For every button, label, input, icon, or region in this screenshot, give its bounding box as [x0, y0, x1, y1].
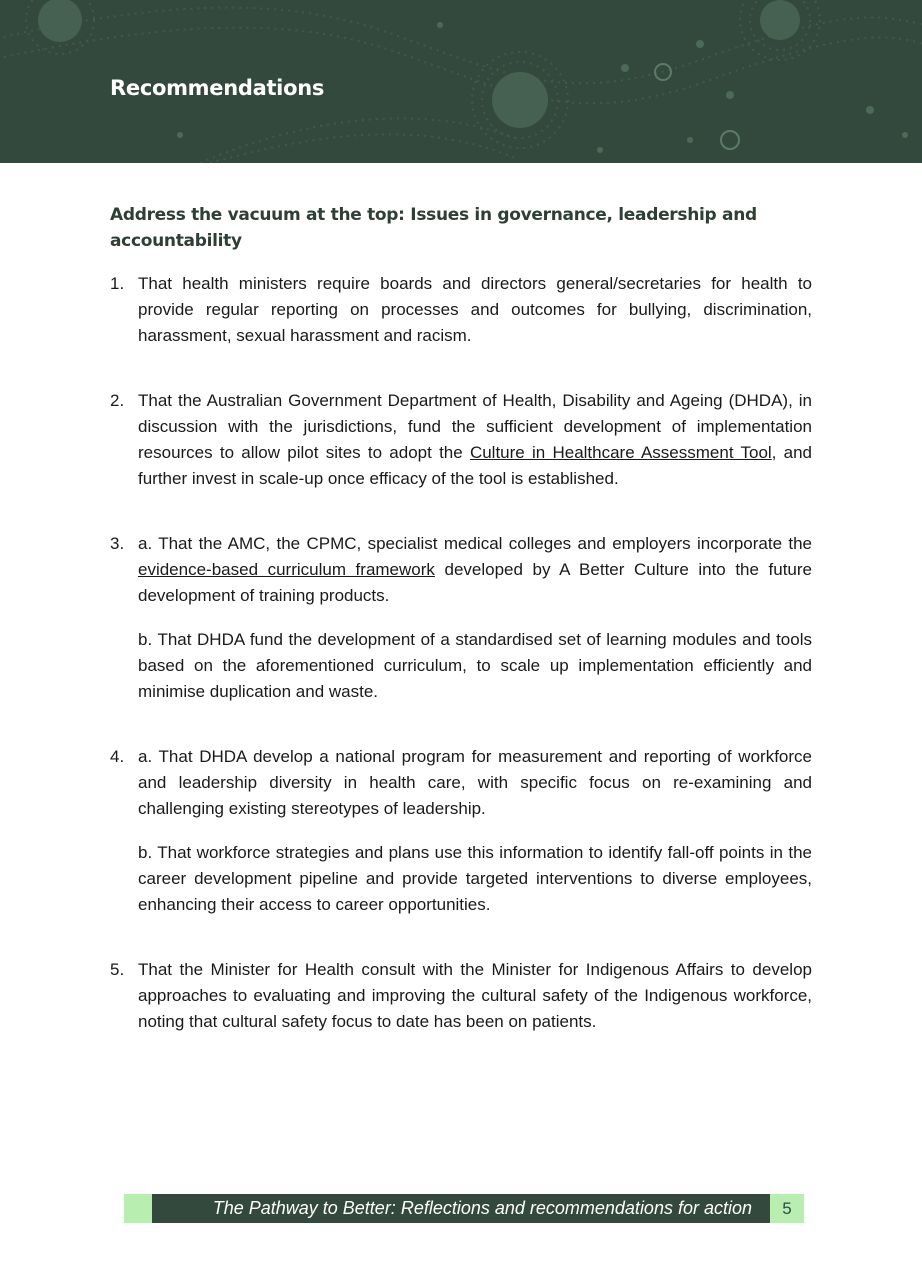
page-title: Recommendations — [110, 76, 325, 100]
header-banner — [0, 0, 922, 163]
footer-accent — [124, 1194, 152, 1223]
recommendation-number: 5. — [110, 960, 125, 979]
recommendation-body — [138, 388, 812, 492]
recommendation-2 — [110, 388, 812, 492]
text-segment: , and further invest in scale-up once efficacy of the tool is established. — [138, 443, 812, 488]
text-segment: developed by A Better Culture into the future development of training products. — [138, 560, 812, 605]
recommendation-body — [138, 271, 812, 349]
recommendation-part-a — [138, 531, 812, 609]
content-area — [110, 202, 812, 1074]
recommendation-part-b: b. That DHDA fund the development of a standardised set of learning modules and tools based on the aforementioned curriculum, to scale up implementation efficiently and minimise duplication and waste. — [138, 630, 812, 701]
recommendation-body — [138, 531, 812, 705]
recommendation-text: That health ministers require boards and directors general/secretaries for health to provide regular reporting on processes and outcomes for bullying, discrimination, harassment, sexual harassment and racism. — [138, 274, 812, 345]
recommendation-text — [138, 388, 812, 492]
text-segment: That the Australian Government Department of Health, Disability and Ageing (DHDA), in discussion with the jurisdictions, fund the sufficient development of implementation resources to allow pilot sites to adopt the — [138, 391, 812, 462]
recommendation-part-a: a. That DHDA develop a national program for measurement and reporting of workforce and leadership diversity in health care, with specific focus on re-examining and challenging existing stereotypes of leadership. — [138, 747, 812, 818]
recommendation-number: 1. — [110, 274, 125, 293]
recommendation-3 — [110, 531, 812, 705]
text-segment: a. That the AMC, the CPMC, specialist medical colleges and employers incorporate the — [138, 534, 812, 553]
recommendation-body — [138, 744, 812, 918]
section-heading: Address the vacuum at the top: Issues in governance, leadership and accountability — [110, 205, 757, 251]
recommendation-part-b: b. That workforce strategies and plans use this information to identify fall-off points in the career development pipeline and provide targeted interventions to diverse employees, enhancing their access to career opportunities. — [138, 843, 812, 914]
recommendation-4 — [110, 744, 812, 918]
footer-title: The Pathway to Better: Reflections and recommendations for action — [152, 1194, 770, 1223]
recommendation-text: That the Minister for Health consult with the Minister for Indigenous Affairs to develop approaches to evaluating and improving the cultural safety of the Indigenous workforce, noting that cultural safety focus to date has been on patients. — [138, 960, 812, 1031]
recommendation-body — [138, 957, 812, 1035]
culture-assessment-tool-link[interactable]: Culture in Healthcare Assessment Tool — [469, 443, 772, 462]
recommendation-5 — [110, 957, 812, 1035]
recommendation-1 — [110, 271, 812, 349]
page-number: 5 — [770, 1194, 804, 1223]
recommendation-number: 3. — [110, 534, 125, 553]
recommendation-number: 2. — [110, 391, 125, 410]
page-footer — [124, 1194, 804, 1223]
recommendation-number: 4. — [110, 747, 125, 766]
curriculum-framework-link[interactable]: evidence-based curriculum framework — [138, 560, 435, 579]
